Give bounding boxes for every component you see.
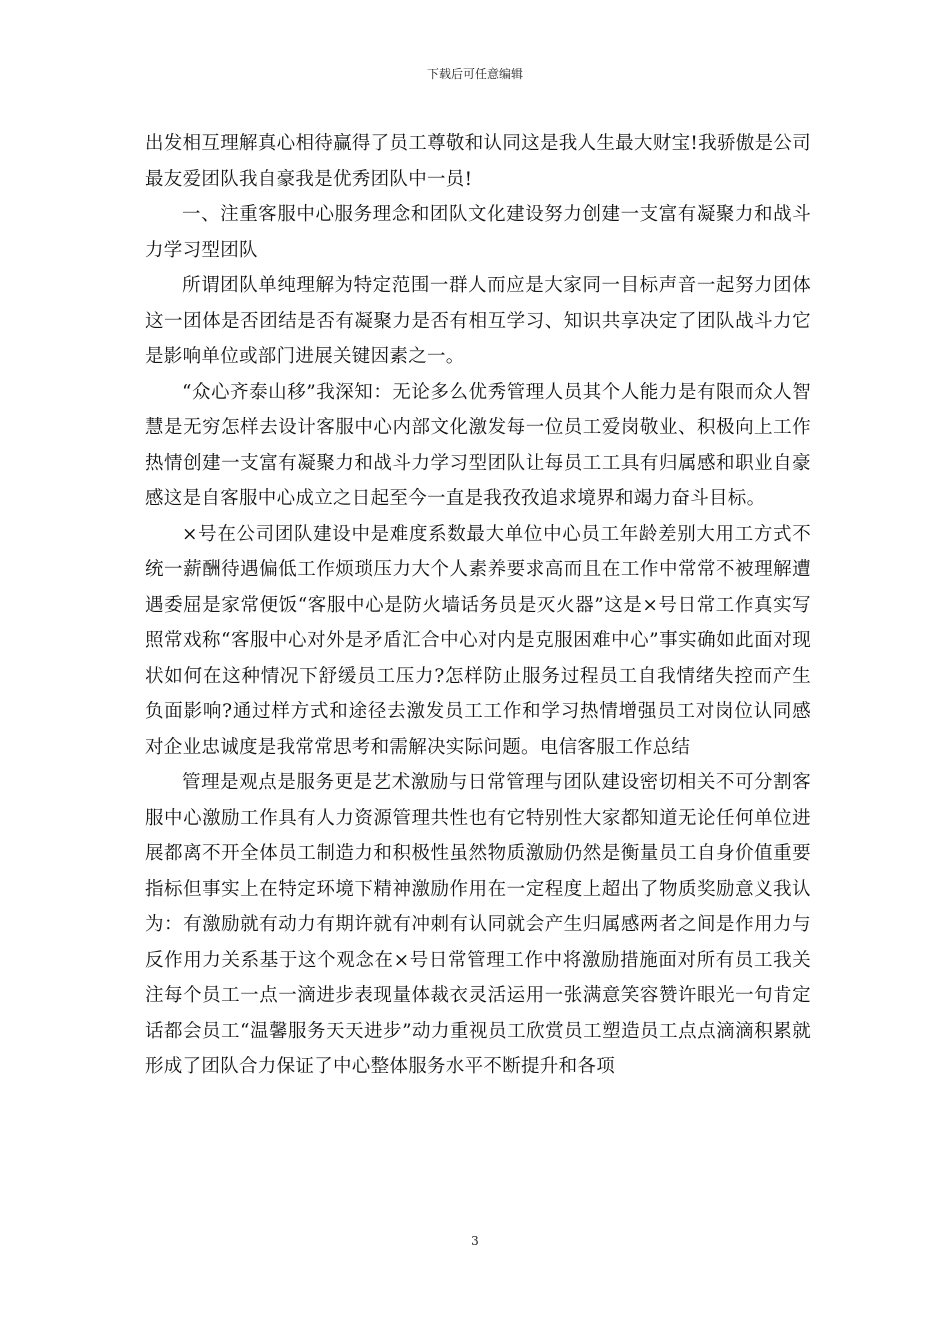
document-body bbox=[145, 126, 811, 1085]
paragraph: ×号在公司团队建设中是难度系数最大单位中心员工年龄差别大用工方式不统一薪酬待遇偏低工作烦琐压力大个人素养要求高而且在工作中常常不被理解遭遇委屈是家常便饭“客服中心是防火墙话务员是灭火器”这是×号日常工作真实写照常戏称“客服中心对外是矛盾汇合中心对内是克服困难中心”事实确如此面对现状如何在这种情况下舒缓员工压力?怎样防止服务过程员工自我情绪失控而产生负面影响?通过样方式和途径去激发员工工作和学习热情增强员工对岗位认同感对企业忠诚度是我常常思考和需解决实际问题。电信客服工作总结 bbox=[145, 523, 811, 758]
paragraph: 出发相互理解真心相待赢得了员工尊敬和认同这是我人生最大财宝!我骄傲是公司最友爱团队我自豪我是优秀团队中一员! bbox=[145, 133, 811, 190]
paragraph: 管理是观点是服务更是艺术激励与日常管理与团队建设密切相关不可分割客服中心激励工作具有人力资源管理共性也有它特别性大家都知道无论任何单位进展都离不开全体员工制造力和积极性虽然物质激励仍然是衡量员工自身价值重要指标但事实上在特定环境下精神激励作用在一定程度上超出了物质奖励意义我认为：有激励就有动力有期许就有冲刺有认同就会产生归属感两者之间是作用力与反作用力关系基于这个观念在×号日常管理工作中将激励措施面对所有员工我关注每个员工一点一滴进步表现量体裁衣灵活运用一张满意笑容赞许眼光一句肯定话都会员工“温馨服务天天进步”动力重视员工欣赏员工塑造员工点点滴滴积累就形成了团队合力保证了中心整体服务水平不断提升和各项 bbox=[145, 772, 811, 1077]
page-number: 3 bbox=[471, 1234, 479, 1248]
paragraph: 所谓团队单纯理解为特定范围一群人而应是大家同一目标声音一起努力团体这一团体是否团结是否有凝聚力是否有相互学习、知识共享决定了团队战斗力它是影响单位或部门进展关键因素之一。 bbox=[145, 275, 811, 367]
page-header: 下载后可任意编辑 bbox=[426, 67, 523, 81]
section-heading: 一、注重客服中心服务理念和团队文化建设努力创建一支富有凝聚力和战斗力学习型团队 bbox=[145, 204, 811, 261]
paragraph: “众心齐泰山移”我深知：无论多么优秀管理人员其个人能力是有限而众人智慧是无穷怎样去设计客服中心内部文化激发每一位员工爱岗敬业、积极向上工作热情创建一支富有凝聚力和战斗力学习型团队让每员工工具有归属感和职业自豪感这是自客服中心成立之日起至今一直是我孜孜追求境界和竭力奋斗目标。 bbox=[145, 381, 811, 509]
